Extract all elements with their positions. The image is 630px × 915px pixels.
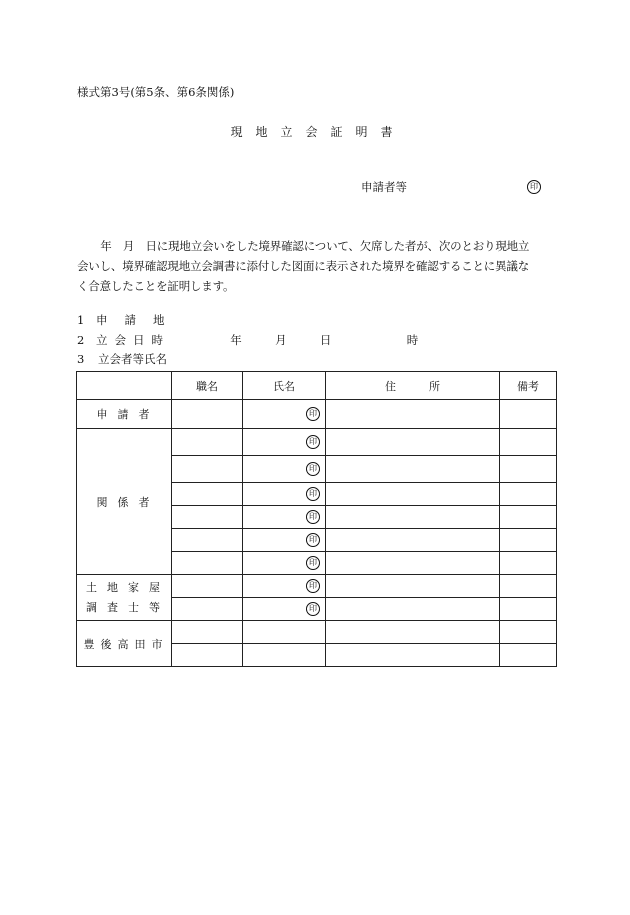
remarks-cell[interactable]	[500, 529, 557, 552]
remarks-cell[interactable]	[500, 575, 557, 598]
address-cell[interactable]	[326, 400, 500, 429]
address-cell[interactable]	[326, 575, 500, 598]
seal-icon: 印	[306, 407, 320, 421]
table-header-row	[77, 372, 557, 400]
remarks-cell[interactable]	[500, 598, 557, 621]
position-cell[interactable]	[172, 552, 243, 575]
seal-icon: 印	[306, 556, 320, 570]
address-cell[interactable]	[326, 598, 500, 621]
name-cell[interactable]	[243, 598, 326, 621]
address-cell[interactable]	[326, 529, 500, 552]
seal-icon: 印	[306, 510, 320, 524]
day-label: 日	[319, 332, 332, 347]
position-cell[interactable]	[172, 483, 243, 506]
seal-icon: 印	[527, 180, 541, 194]
position-cell[interactable]	[172, 429, 243, 456]
body-line: 会いし、境界確認現地立会調書に添付した図面に表示された境界を確認することに異議な	[77, 259, 529, 273]
hour-label: 時	[406, 332, 419, 347]
body-line: 年 月 日に現地立会いをした境界確認について、欠席した者が、次のとおり現地立	[89, 239, 530, 253]
name-cell[interactable]	[243, 552, 326, 575]
seal-icon: 印	[306, 602, 320, 616]
seal-icon: 印	[306, 487, 320, 501]
address-cell[interactable]	[326, 429, 500, 456]
position-cell[interactable]	[172, 456, 243, 483]
body-line: く合意したことを証明します。	[77, 279, 235, 293]
header-name: 氏名	[243, 372, 326, 400]
name-cell[interactable]	[243, 529, 326, 552]
table-row	[77, 429, 557, 456]
item-list	[77, 311, 418, 370]
position-cell[interactable]	[172, 506, 243, 529]
table-row	[77, 400, 557, 429]
category-related-parties: 関係者	[77, 429, 172, 575]
remarks-cell[interactable]	[500, 552, 557, 575]
position-cell[interactable]	[172, 644, 243, 667]
year-label: 年	[230, 332, 242, 347]
position-cell[interactable]	[172, 598, 243, 621]
category-applicant: 申請者	[77, 400, 172, 429]
name-cell[interactable]	[243, 506, 326, 529]
document-title: 現地立会証明書	[230, 125, 406, 139]
table-row	[77, 575, 557, 598]
name-cell[interactable]	[243, 644, 326, 667]
name-cell[interactable]	[243, 456, 326, 483]
attendee-table	[76, 371, 557, 667]
address-cell[interactable]	[326, 483, 500, 506]
name-cell[interactable]	[243, 483, 326, 506]
remarks-cell[interactable]	[500, 400, 557, 429]
address-cell[interactable]	[326, 506, 500, 529]
remarks-cell[interactable]	[500, 456, 557, 483]
item-attendance-datetime: 2 立会日時 年 月 日 時	[77, 332, 419, 347]
address-cell[interactable]	[326, 552, 500, 575]
header-remarks: 備考	[500, 372, 557, 400]
name-cell[interactable]	[243, 429, 326, 456]
seal-icon: 印	[306, 579, 320, 593]
item-label: 立会日時	[95, 332, 170, 347]
name-cell[interactable]	[243, 621, 326, 644]
form-number: 様式第3号(第5条、第6条関係)	[77, 85, 235, 99]
item-label: 立会者等氏名	[97, 352, 167, 366]
header-position: 職名	[172, 372, 243, 400]
address-cell[interactable]	[326, 621, 500, 644]
remarks-cell[interactable]	[500, 429, 557, 456]
category-land-surveyor: 土地家屋 調査士等	[77, 575, 172, 621]
address-cell[interactable]	[326, 644, 500, 667]
position-cell[interactable]	[172, 400, 243, 429]
remarks-cell[interactable]	[500, 483, 557, 506]
item-label: 申請地	[95, 313, 182, 327]
position-cell[interactable]	[172, 621, 243, 644]
item-application-site: 1 申請地	[77, 313, 182, 327]
remarks-cell[interactable]	[500, 506, 557, 529]
remarks-cell[interactable]	[500, 644, 557, 667]
position-cell[interactable]	[172, 529, 243, 552]
applicant-label: 申請者等	[361, 180, 407, 194]
month-label: 月	[275, 332, 287, 347]
address-cell[interactable]	[326, 456, 500, 483]
header-address: 住 所	[326, 372, 500, 400]
name-cell[interactable]	[243, 400, 326, 429]
position-cell[interactable]	[172, 575, 243, 598]
seal-icon: 印	[306, 462, 320, 476]
table-row	[77, 621, 557, 644]
item-attendees: 3 立会者等氏名	[77, 352, 167, 366]
remarks-cell[interactable]	[500, 621, 557, 644]
category-city: 豊後高田市	[77, 621, 172, 667]
header-category	[77, 372, 172, 400]
seal-icon: 印	[306, 435, 320, 449]
certification-text	[77, 236, 557, 296]
seal-icon: 印	[306, 533, 320, 547]
name-cell[interactable]	[243, 575, 326, 598]
